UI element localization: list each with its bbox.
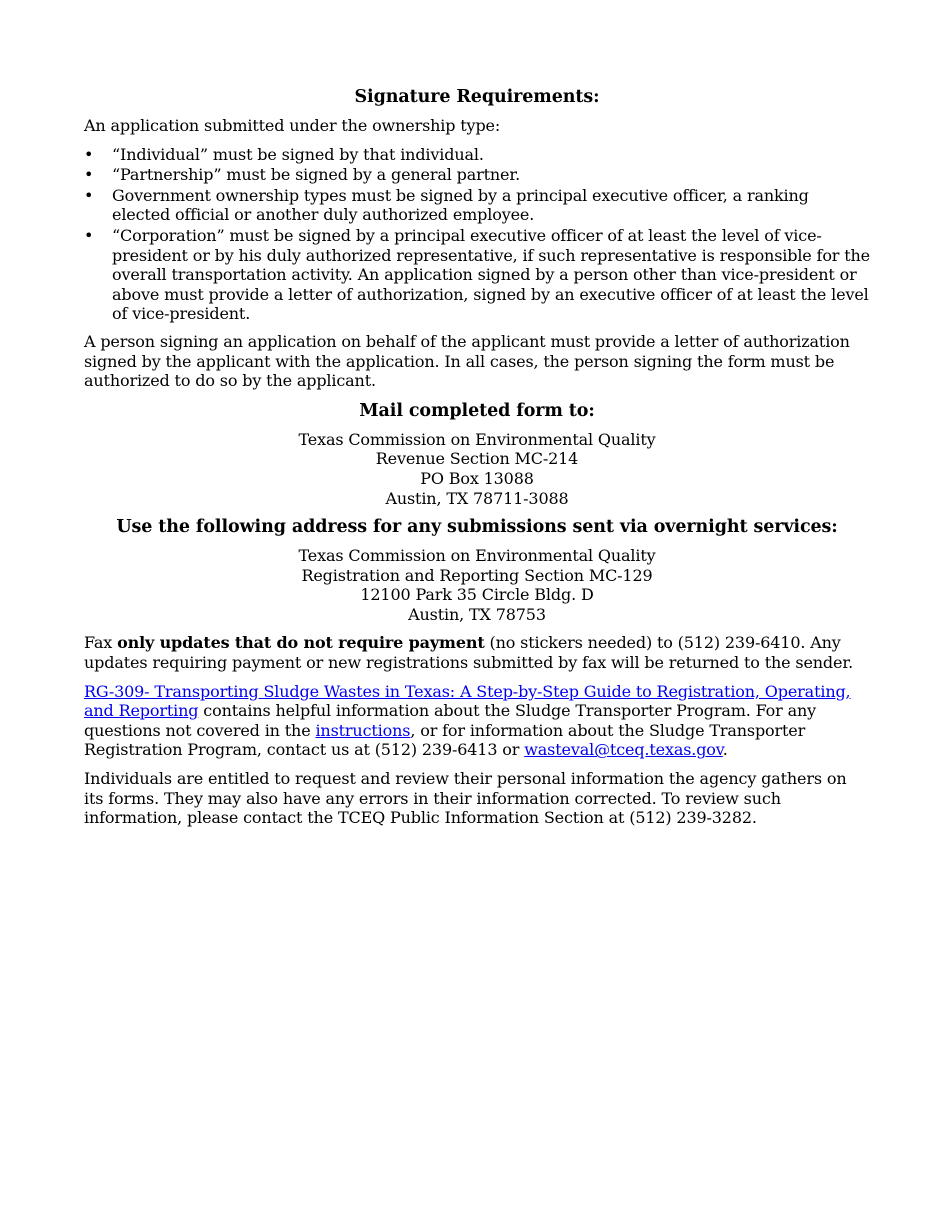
guide-text-1: contains helpful information about the Sludge Transporter Program. For any questions not covered in the	[84, 701, 817, 740]
list-item	[84, 165, 870, 185]
instructions-link[interactable]: instructions	[315, 720, 411, 740]
address-line: Austin, TX 78753	[408, 604, 546, 624]
bullet-icon: •	[84, 225, 94, 245]
signature-intro: An application submitted under the ownership type:	[84, 116, 501, 135]
mail-heading: Mail completed form to:	[359, 400, 595, 421]
bullet-icon: •	[84, 144, 94, 164]
address-line: PO Box 13088	[420, 468, 534, 488]
fax-prefix: Fax	[84, 633, 118, 653]
authorization-paragraph: A person signing an application on behalf of the applicant must provide a letter of authorization signed by the applicant with the application. In all cases, the person signing the form must be authorized to do so by the applicant.	[84, 331, 850, 391]
fax-suffix: (no stickers needed) to (512) 239-6410. Any updates requiring payment or new registrations submitted by fax will be returned to the sender.	[84, 633, 854, 673]
list-item	[84, 226, 870, 324]
privacy-paragraph: Individuals are entitled to request and review their personal information the agency gathers on its forms. They may also have any errors in their information corrected. To review such information, please contact the TCEQ Public Information Section at (512) 239-3282.	[84, 769, 847, 828]
address-line: Registration and Reporting Section MC-129	[301, 565, 653, 585]
guide-text-3: .	[722, 740, 728, 760]
address-line: Texas Commission on Environmental Quality	[298, 546, 656, 566]
signature-heading: Signature Requirements:	[354, 87, 600, 107]
document-page	[84, 86, 870, 828]
address-line: Texas Commission on Environmental Quality	[298, 429, 656, 449]
fax-emphasis: only updates that do not require payment	[117, 633, 485, 653]
list-item-text: “Individual” must be signed by that individual.	[112, 144, 484, 164]
list-item-text: “Corporation” must be signed by a principal executive officer of at least the level of vice-president or by his duly authorized representative, if such representative is responsible for the overall transportation activity. An application signed by a person other than vice-president or above must provide a letter of authorization, signed by an executive officer of at least the level of vice-president.	[112, 225, 870, 324]
fax-paragraph	[84, 633, 870, 672]
rg-309-guide-link[interactable]: RG-309- Transporting Sludge Wastes in Texas: A Step-by-Step Guide to Registration, Operating, and Reporting	[84, 681, 851, 721]
email-link[interactable]: wasteval@tceq.texas.gov	[524, 740, 723, 760]
bullet-icon: •	[84, 165, 94, 185]
address-line: Revenue Section MC-214	[375, 449, 579, 469]
list-item	[84, 145, 870, 165]
address-line: Austin, TX 78711-3088	[385, 488, 569, 508]
address-line: 12100 Park 35 Circle Bldg. D	[360, 585, 594, 605]
overnight-address	[84, 546, 870, 624]
guide-paragraph	[84, 682, 870, 760]
list-item-text: “Partnership” must be signed by a general partner.	[112, 165, 521, 185]
ownership-type-list	[84, 145, 870, 324]
overnight-heading: Use the following address for any submissions sent via overnight services:	[116, 517, 838, 538]
bullet-icon: •	[84, 185, 94, 205]
list-item	[84, 186, 870, 225]
list-item-text: Government ownership types must be signed by a principal executive officer, a ranking elected official or another duly authorized employee.	[112, 185, 809, 225]
guide-text-2: , or for information about the Sludge Transporter Registration Program, contact us at (512) 239-6413 or	[84, 720, 806, 760]
mail-address	[84, 430, 870, 508]
